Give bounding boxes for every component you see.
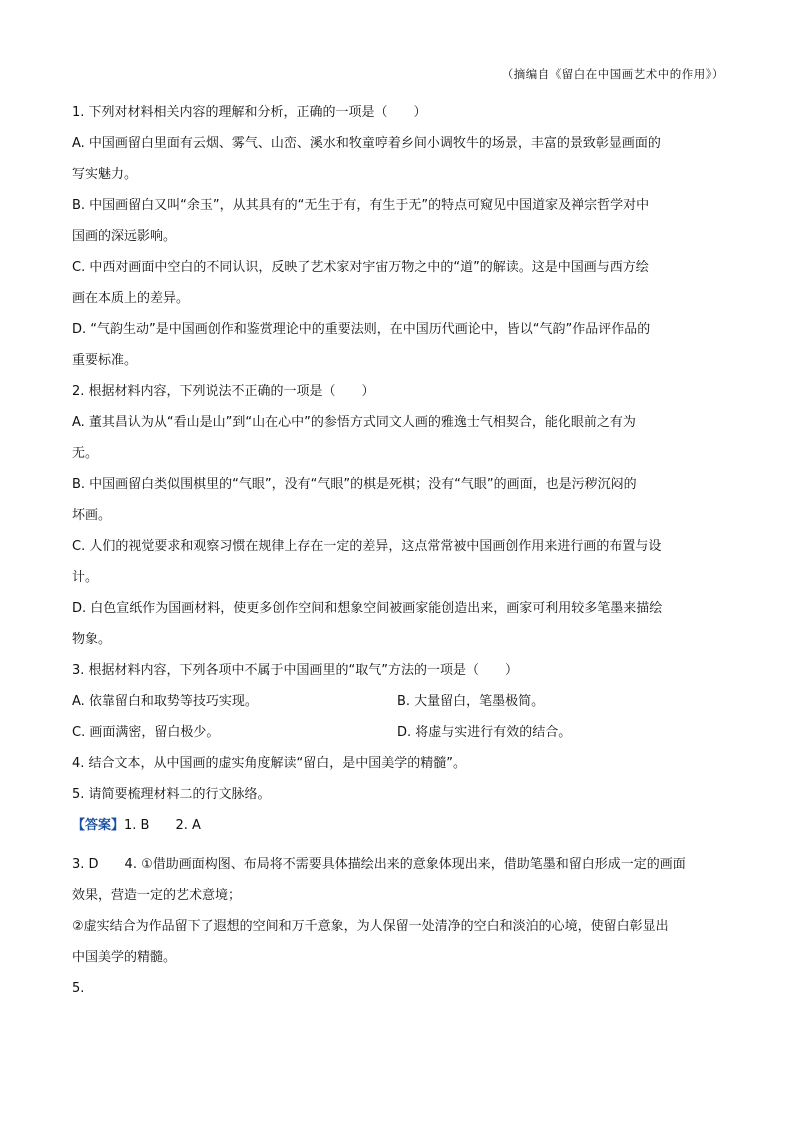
q2-option-c-line2: 计。 <box>72 570 99 585</box>
answer-3: 3. D <box>72 857 99 872</box>
q1-option-d-line2: 重要标准。 <box>72 353 138 368</box>
answer-4-line1: 4. ①借助画面构图、布局将不需要具体描绘出来的意象体现出来，借助笔墨和留白形成一定的画面 <box>124 857 686 872</box>
q3-options-row1 <box>72 686 722 717</box>
q2-option-d-line2: 物象。 <box>72 632 112 647</box>
q3-option-b: B. 大量留白，笔墨极简。 <box>397 694 545 709</box>
q1-option-b-line2: 国画的深远影响。 <box>72 229 177 244</box>
q2-stem: 2. 根据材料内容，下列说法不正确的一项是（ ） <box>72 384 375 399</box>
answer-2: 2. A <box>175 818 201 833</box>
q3-option-a: A. 依靠留白和取势等技巧实现。 <box>72 694 258 709</box>
document-content <box>72 97 722 1004</box>
q3-option-d: D. 将虚与实进行有效的结合。 <box>397 725 572 740</box>
q1-option-c-line2: 画在本质上的差异。 <box>72 291 190 306</box>
q2-option-b-line1: B. 中国画留白类似围棋里的“气眼”，没有“气眼”的棋是死棋；没有“气眼”的画面，也是污秽沉闷的 <box>72 477 637 492</box>
answer-5: 5. <box>72 981 85 996</box>
q1-option-b-line1: B. 中国画留白又叫“余玉”，从其具有的“无生于有，有生于无”的特点可窥见中国道家及禅宗哲学对中 <box>72 198 650 213</box>
answer-4-line3: ②虚实结合为作品留下了遐想的空间和万千意象，为人保留一处清净的空白和淡泊的心境，使留白彰显出 <box>72 919 669 934</box>
answer-1: 1. B <box>124 818 150 833</box>
q3-option-c: C. 画面满密，留白极少。 <box>72 725 220 740</box>
q2-option-c-line1: C. 人们的视觉要求和观察习惯在规律上存在一定的差异，这点常常被中国画创作用来进行画的布置与设 <box>72 539 662 554</box>
q2-option-d-line1: D. 白色宣纸作为国画材料，使更多创作空间和想象空间被画家能创造出来，画家可利用较多笔墨来描绘 <box>72 601 663 616</box>
q2-option-b-line2: 坏画。 <box>72 508 112 523</box>
answer-4-line4: 中国美学的精髓。 <box>72 950 177 965</box>
q5-stem: 5. 请简要梳理材料二的行文脉络。 <box>72 787 271 802</box>
q1-option-a-line2: 写实魅力。 <box>72 167 138 182</box>
q4-stem: 4. 结合文本，从中国画的虚实角度解读“留白，是中国美学的精髓”。 <box>72 756 467 771</box>
q1-option-d-line1: D. “气韵生动”是中国画创作和鉴赏理论中的重要法则，在中国历代画论中，皆以“气韵”作品评作品的 <box>72 322 651 337</box>
q1-stem: 1. 下列对材料相关内容的理解和分析，正确的一项是（ ） <box>72 105 427 120</box>
answer-tag: 【答案】 <box>72 818 125 833</box>
answer-row-2 <box>72 849 722 880</box>
source-citation: （摘编自《留白在中国画艺术中的作用》） <box>501 67 724 81</box>
q1-option-a-line1: A. 中国画留白里面有云烟、雾气、山峦、溪水和牧童哼着乡间小调牧牛的场景，丰富的景致彰显画面的 <box>72 136 661 151</box>
q2-option-a-line1: A. 董其昌认为从“看山是山”到“山在心中”的参悟方式同文人画的雅逸士气相契合，能化眼前之有为 <box>72 415 636 430</box>
q3-options-row2 <box>72 717 722 748</box>
q1-option-c-line1: C. 中西对画面中空白的不同认识，反映了艺术家对宇宙万物之中的“道”的解读。这是中国画与西方绘 <box>72 260 649 275</box>
q2-option-a-line2: 无。 <box>72 446 99 461</box>
q3-stem: 3. 根据材料内容，下列各项中不属于中国画里的“取气”方法的一项是（ ） <box>72 663 519 678</box>
answer-4-line2: 效果，营造一定的艺术意境； <box>72 888 242 903</box>
answer-row-1 <box>72 810 722 841</box>
